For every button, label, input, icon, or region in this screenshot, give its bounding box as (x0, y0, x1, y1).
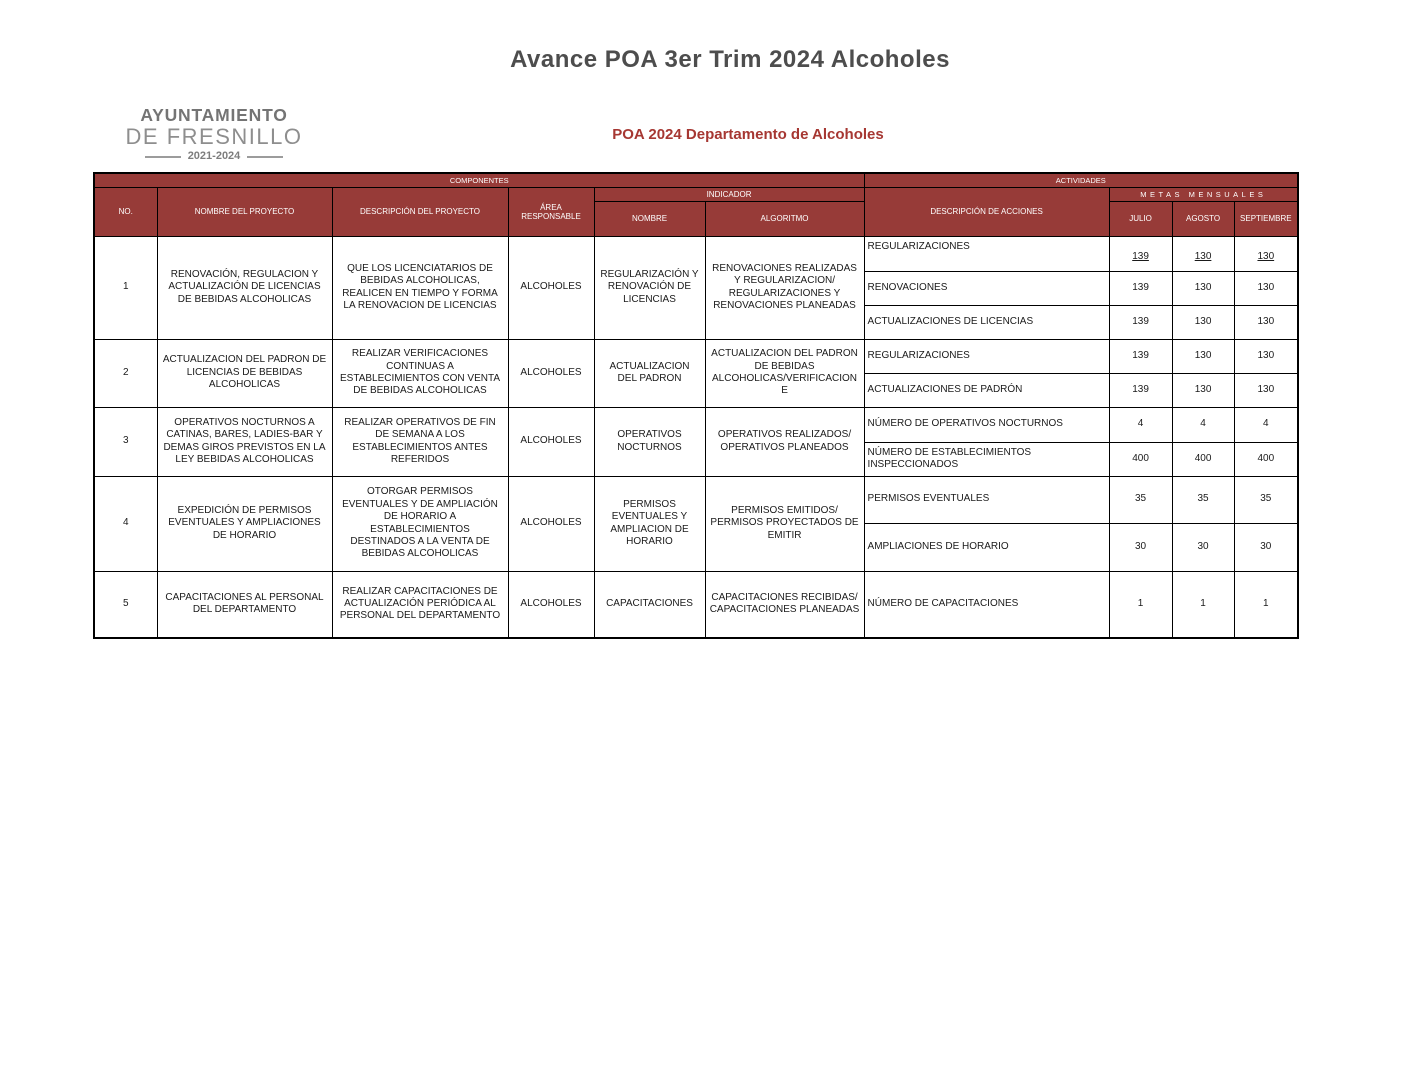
area-responsable: ALCOHOLES (508, 339, 594, 407)
indicator-name: OPERATIVOS NOCTURNOS (594, 407, 705, 476)
action-description: PERMISOS EVENTUALES (864, 476, 1109, 523)
goal-julio: 139 (1109, 373, 1172, 407)
ayuntamiento-fresnillo-logo (112, 106, 316, 163)
goal-agosto: 35 (1172, 476, 1234, 523)
area-responsable: ALCOHOLES (508, 571, 594, 638)
logo-line-de-fresnillo: DE FRESNILLO (125, 124, 303, 150)
col-header-indicador-nombre: NOMBRE (594, 201, 705, 236)
goal-julio: 4 (1109, 407, 1172, 442)
goal-septiembre: 1 (1234, 571, 1298, 638)
col-header-descripcion-acciones: DESCRIPCIÓN DE ACCIONES (864, 187, 1109, 236)
area-responsable: ALCOHOLES (508, 476, 594, 571)
indicator-algorithm: ACTUALIZACION DEL PADRON DE BEBIDAS ALCOHOLICAS/VERIFICACION E (705, 339, 864, 407)
action-description: NÚMERO DE CAPACITACIONES (864, 571, 1109, 638)
goal-julio: 35 (1109, 476, 1172, 523)
goal-agosto: 130 (1172, 271, 1234, 305)
indicator-name: CAPACITACIONES (594, 571, 705, 638)
project-description: REALIZAR VERIFICACIONES CONTINUAS A ESTABLECIMIENTOS CON VENTA DE BEBIDAS ALCOHOLICAS (332, 339, 508, 407)
col-header-agosto: AGOSTO (1172, 201, 1234, 236)
action-description: NÚMERO DE OPERATIVOS NOCTURNOS (864, 407, 1109, 442)
area-responsable: ALCOHOLES (508, 407, 594, 476)
goal-septiembre: 130 (1234, 373, 1298, 407)
project-description: REALIZAR CAPACITACIONES DE ACTUALIZACIÓN PERIÓDICA AL PERSONAL DEL DEPARTAMENTO (332, 571, 508, 638)
action-row (94, 339, 1298, 373)
goal-julio: 400 (1109, 442, 1172, 476)
goal-agosto: 130 (1172, 236, 1234, 271)
goal-septiembre: 30 (1234, 523, 1298, 571)
col-header-nombre-proyecto: NOMBRE DEL PROYECTO (157, 187, 332, 236)
project-description: OTORGAR PERMISOS EVENTUALES Y DE AMPLIACIÓN DE HORARIO A ESTABLECIMIENTOS DESTINADOS A LA VENTA DE BEBIDAS ALCOHOLICAS (332, 476, 508, 571)
action-description: REGULARIZACIONES (864, 339, 1109, 373)
project-no: 5 (94, 571, 157, 638)
goal-julio: 139 (1109, 236, 1172, 271)
goal-agosto: 4 (1172, 407, 1234, 442)
col-header-area-responsable: ÁREA RESPONSABLE (508, 187, 594, 236)
goal-agosto: 130 (1172, 305, 1234, 339)
goal-julio: 139 (1109, 271, 1172, 305)
indicator-name: ACTUALIZACION DEL PADRON (594, 339, 705, 407)
indicator-algorithm: RENOVACIONES REALIZADAS Y REGULARIZACION/ REGULARIZACIONES Y RENOVACIONES PLANEADAS (705, 236, 864, 339)
goal-julio: 1 (1109, 571, 1172, 638)
action-description: NÚMERO DE ESTABLECIMIENTOS INSPECCIONADOS (864, 442, 1109, 476)
report-subtitle: POA 2024 Departamento de Alcoholes (612, 126, 884, 143)
goal-agosto: 400 (1172, 442, 1234, 476)
project-no: 4 (94, 476, 157, 571)
project-name: CAPACITACIONES AL PERSONAL DEL DEPARTAMENTO (157, 571, 332, 638)
action-description: ACTUALIZACIONES DE LICENCIAS (864, 305, 1109, 339)
col-header-septiembre: SEPTIEMBRE (1234, 201, 1298, 236)
action-row (94, 407, 1298, 442)
project-name: ACTUALIZACION DEL PADRON DE LICENCIAS DE BEBIDAS ALCOHOLICAS (157, 339, 332, 407)
goal-septiembre: 130 (1234, 236, 1298, 271)
project-name: EXPEDICIÓN DE PERMISOS EVENTUALES Y AMPLIACIONES DE HORARIO (157, 476, 332, 571)
goal-septiembre: 35 (1234, 476, 1298, 523)
logo-years-text: 2021-2024 (187, 150, 241, 163)
col-header-indicador-algoritmo: ALGORITMO (705, 201, 864, 236)
goal-septiembre: 400 (1234, 442, 1298, 476)
indicator-algorithm: OPERATIVOS REALIZADOS/ OPERATIVOS PLANEADOS (705, 407, 864, 476)
goal-agosto: 30 (1172, 523, 1234, 571)
goal-septiembre: 4 (1234, 407, 1298, 442)
goal-julio: 139 (1109, 339, 1172, 373)
indicator-name: PERMISOS EVENTUALES Y AMPLIACION DE HORARIO (594, 476, 705, 571)
col-header-no: NO. (94, 187, 157, 236)
goal-septiembre: 130 (1234, 271, 1298, 305)
area-responsable: ALCOHOLES (508, 236, 594, 339)
project-no: 1 (94, 236, 157, 339)
action-row (94, 571, 1298, 638)
header-actividades: ACTIVIDADES (864, 173, 1298, 187)
logo-line-ayuntamiento: AYUNTAMIENTO (140, 105, 288, 125)
project-no: 2 (94, 339, 157, 407)
header-componentes: COMPONENTES (94, 173, 864, 187)
indicator-name: REGULARIZACIÓN Y RENOVACIÓN DE LICENCIAS (594, 236, 705, 339)
project-name: OPERATIVOS NOCTURNOS A CATINAS, BARES, LADIES-BAR Y DEMAS GIROS PREVISTOS EN LA LEY BEBIDAS ALCOHOLICAS (157, 407, 332, 476)
goal-agosto: 1 (1172, 571, 1234, 638)
col-header-descripcion-proyecto: DESCRIPCIÓN DEL PROYECTO (332, 187, 508, 236)
col-header-julio: JULIO (1109, 201, 1172, 236)
goal-agosto: 130 (1172, 373, 1234, 407)
goal-septiembre: 130 (1234, 305, 1298, 339)
action-description: AMPLIACIONES DE HORARIO (864, 523, 1109, 571)
action-row (94, 476, 1298, 523)
goal-agosto: 130 (1172, 339, 1234, 373)
goal-julio: 139 (1109, 305, 1172, 339)
indicator-algorithm: PERMISOS EMITIDOS/ PERMISOS PROYECTADOS DE EMITIR (705, 476, 864, 571)
indicator-algorithm: CAPACITACIONES RECIBIDAS/ CAPACITACIONES PLANEADAS (705, 571, 864, 638)
goal-septiembre: 130 (1234, 339, 1298, 373)
project-name: RENOVACIÓN, REGULACION Y ACTUALIZACIÓN DE LICENCIAS DE BEBIDAS ALCOHOLICAS (157, 236, 332, 339)
action-row (94, 236, 1298, 271)
poa-table (93, 172, 1299, 639)
action-description: RENOVACIONES (864, 271, 1109, 305)
project-no: 3 (94, 407, 157, 476)
goal-julio: 30 (1109, 523, 1172, 571)
page-title: Avance POA 3er Trim 2024 Alcoholes (510, 46, 950, 73)
action-description: ACTUALIZACIONES DE PADRÓN (864, 373, 1109, 407)
col-header-metas-mensuales: METAS MENSUALES (1109, 187, 1298, 201)
col-header-indicador: INDICADOR (594, 187, 864, 201)
project-description: REALIZAR OPERATIVOS DE FIN DE SEMANA A LOS ESTABLECIMIENTOS ANTES REFERIDOS (332, 407, 508, 476)
action-description: REGULARIZACIONES (864, 236, 1109, 271)
logo-years (112, 151, 316, 163)
project-description: QUE LOS LICENCIATARIOS DE BEBIDAS ALCOHOLICAS, REALICEN EN TIEMPO Y FORMA LA RENOVACION DE LICENCIAS (332, 236, 508, 339)
